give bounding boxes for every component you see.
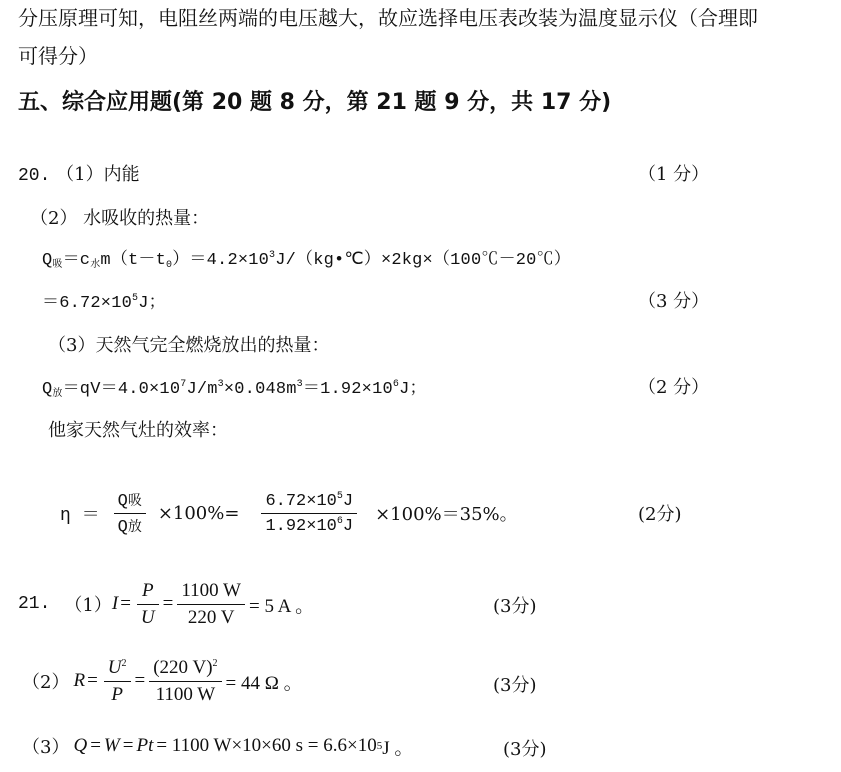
q21-fraction-u2-p-num [104, 657, 131, 682]
f2-den-unit: J [342, 516, 354, 536]
q21-fraction-values [177, 580, 245, 629]
q21-part2-score: (3分) [493, 675, 537, 696]
q21-p2-result: = 44 Ω 。 [225, 672, 303, 694]
eq3-sup-3b: 3 [296, 379, 303, 390]
q21-part1-score: (3分) [493, 596, 537, 617]
q20-equation-3 [42, 373, 427, 400]
eq1-q: Q [42, 251, 53, 270]
q20-part2-score: （3 分） [638, 291, 710, 312]
q21-p3-unit: J 。 [382, 737, 414, 759]
q21-part2 [22, 652, 303, 710]
q21-p3-eq-2: = [122, 735, 134, 756]
q21-part3-score: (3分) [503, 739, 547, 760]
eq3-sup-3a: 3 [217, 379, 224, 390]
eq2-sup-5: 5 [132, 293, 139, 304]
q21-fraction-values-2-num [149, 657, 221, 682]
q21-fraction-values-den: 220 V [187, 606, 235, 628]
q21-p3-sup: 5 [376, 740, 383, 752]
q21-fraction-u2-p-den: P [111, 683, 123, 705]
q21-part2-label: （2） [22, 672, 70, 693]
eq3-part-c: ×0.048m [223, 380, 297, 399]
eq1-sub-water: 水 [90, 260, 101, 271]
eq1-sub-absorb: 吸 [52, 260, 63, 271]
eq1-part-b: m（t－t [100, 251, 167, 270]
f2-num-unit: J [342, 491, 354, 511]
efficiency-fraction-2-numerator [261, 491, 357, 514]
q20-efficiency-label: 他家天然气灶的效率： [48, 420, 228, 441]
q20-efficiency-score: (2分) [638, 504, 682, 525]
q21-part3 [22, 732, 413, 760]
eq3-part-d: ＝1.92×10 [302, 380, 393, 399]
eq2-part-a: ＝6.72×10 [42, 294, 133, 313]
efficiency-fraction-2-denominator [261, 514, 357, 536]
q21-part1 [18, 576, 314, 632]
q21-u-sup: 2 [121, 657, 127, 669]
q21-fraction-values-2-den: 1100 W [155, 683, 216, 705]
f1-num-sub: 吸 [127, 493, 142, 510]
q21-220v-sup: 2 [212, 657, 218, 669]
q20-part1 [18, 160, 140, 186]
q21-fraction-values-2 [149, 657, 221, 706]
q21-u: U [107, 656, 122, 678]
section-title: 五、综合应用题(第 20 题 8 分，第 21 题 9 分，共 17 分) [18, 90, 612, 115]
f1-num-q: Q [117, 491, 128, 511]
f1-den-sub: 放 [127, 519, 142, 536]
q21-fraction-p-u-num: P [137, 580, 159, 605]
eq1-part-c: ）＝4.2×10 [172, 251, 270, 270]
intro-line-1: 分压原理可知，电阻丝两端的电压越大，故应选择电压表改装为温度显示仪（合理即 [18, 6, 758, 30]
q21-number: 21. [18, 594, 51, 614]
eq3-sub-release: 放 [52, 389, 63, 400]
q20-equation-2 [42, 287, 166, 313]
q21-var-w: W [103, 735, 120, 756]
q21-var-i: I [111, 593, 119, 614]
efficiency-fraction-2 [261, 491, 357, 536]
efficiency-fraction-1-denominator [114, 514, 146, 537]
q20-equation-1 [42, 244, 571, 271]
eq2-part-b: J； [138, 294, 166, 313]
q20-part3-score: （2 分） [638, 377, 710, 398]
q21-var-t: t [148, 735, 154, 756]
efficiency-times-1: ×100%= [157, 502, 240, 524]
q21-p2-equals-2: = [134, 670, 146, 691]
efficiency-fraction-1 [114, 490, 146, 537]
eq3-sup-6: 6 [392, 379, 400, 390]
q20-part3-label: （3）天然气完全燃烧放出的热量： [48, 335, 330, 356]
eq3-part-e: J； [399, 380, 427, 399]
eq3-q: Q [42, 380, 53, 399]
efficiency-fraction-1-numerator [114, 490, 146, 514]
q21-part3-label: （3） [22, 737, 70, 758]
intro-line-2: 可得分） [18, 44, 98, 68]
q21-fraction-values-num: 1100 W [177, 580, 245, 605]
eq1-part-d: J/（kg•℃）×2kg×（100℃－20℃） [275, 251, 571, 270]
q21-fraction-u2-p [104, 657, 131, 706]
f2-den-sup: 6 [336, 515, 343, 527]
q21-var-r: R [73, 670, 86, 691]
q21-p3-eq-1: = [90, 735, 101, 756]
q21-var-p: P [136, 735, 149, 756]
q20-efficiency-formula [60, 478, 518, 548]
f2-num-sup: 5 [336, 490, 343, 502]
eta-symbol: η ＝ [60, 506, 100, 526]
f1-den-q: Q [117, 517, 128, 537]
efficiency-times-2: ×100%＝35%。 [375, 504, 518, 525]
q21-220v: (220 V) [153, 656, 213, 678]
q20-part1-text: （1）内能 [56, 164, 140, 185]
q21-p2-equals: = [87, 670, 98, 691]
eq3-part-b: J/m [186, 380, 218, 399]
q21-p1-equals: = [120, 593, 131, 614]
f2-num: 6.72×10 [265, 491, 337, 511]
q21-p3-rest: = 1100 W×10×60 s = 6.6×10 [156, 735, 377, 756]
q21-var-q: Q [73, 735, 88, 756]
eq1-sub-zero: 0 [166, 260, 173, 271]
q20-number: 20. [18, 166, 51, 186]
q21-p1-result: = 5 A 。 [249, 595, 315, 617]
q21-p1-equals-2: = [162, 593, 174, 614]
f2-den: 1.92×10 [265, 516, 337, 536]
q20-part1-score: （1 分） [638, 164, 710, 185]
q21-fraction-p-u [137, 580, 159, 629]
q21-fraction-p-u-den: U [140, 606, 155, 628]
q21-part1-label: （1） [64, 595, 112, 616]
eq3-part-a: ＝qV＝4.0×10 [62, 380, 181, 399]
eq3-sup-7: 7 [180, 379, 187, 390]
eq1-part-a: ＝c [62, 251, 91, 270]
q20-part2-label: （2） 水吸收的热量： [30, 208, 210, 229]
eq1-sup-3: 3 [269, 250, 276, 261]
